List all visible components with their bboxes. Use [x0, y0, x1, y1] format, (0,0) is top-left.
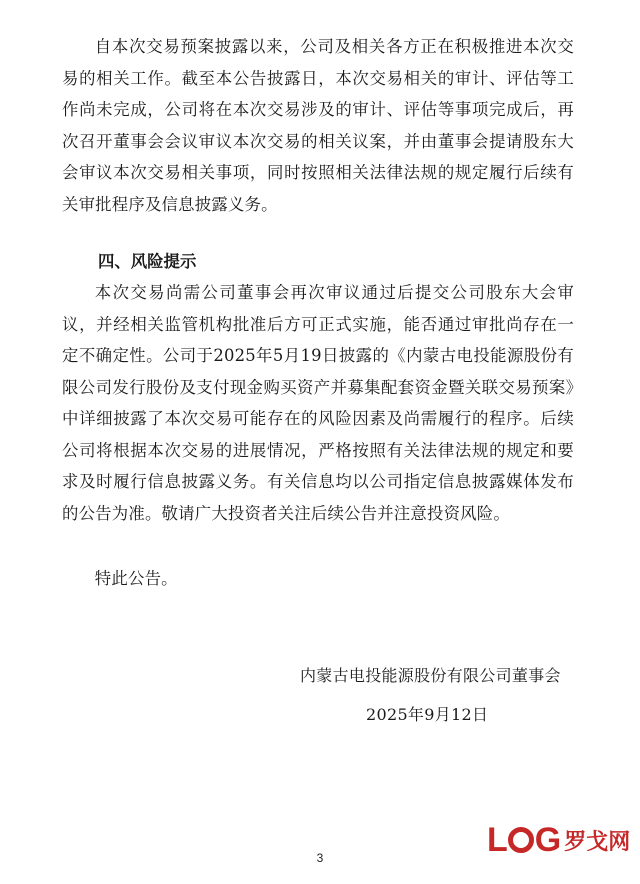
- paragraph-closing: 特此公告。: [94, 569, 178, 588]
- watermark-site-name: 罗戈网: [564, 829, 631, 855]
- signature-company: 内蒙古电投能源股份有限公司董事会: [300, 666, 561, 685]
- section-heading-risk: 四、风险提示: [98, 252, 197, 271]
- logo-letter-g: G: [534, 820, 561, 859]
- paragraph-progress: 自本次交易预案披露以来，公司及相关各方正在积极推进本次交易的相关工作。截至本公告披露日，本次交易相关的审计、评估等工作尚未完成，公司将在本次交易涉及的审计、评估等事项完成后，再次召开董事会会议审议本次交易的相关议案，并由董事会提请股东大会审议本次交易相关事项，同时按照相关法律法规的规定履行后续有关审批程序及信息披露义务。: [62, 37, 574, 214]
- signature-date: 2025年9月12日: [366, 705, 489, 724]
- log-logo-icon: [487, 821, 560, 860]
- paragraph-risk: 本次交易尚需公司董事会再次审议通过后提交公司股东大会审议，并经相关监管机构批准后方可正式实施，能否通过审批尚存在一定不确定性。公司于2025年5月19日披露的《内蒙古电投能源股份有限公司发行股份及支付现金购买资产并募集配套资金暨关联交易预案》中详细披露了本次交易可能存在的风险因素及尚需履行的程序。后续公司将根据本次交易的进展情况，严格按照有关法律法规的规定和要求及时履行信息披露义务。有关信息均以公司指定信息披露媒体发布的公告为准。敬请广大投资者关注后续公告并注意投资风险。: [62, 283, 574, 523]
- logo-ring-icon: [508, 827, 534, 853]
- logo-letter-l: L: [487, 820, 507, 859]
- page-number: 3: [316, 851, 324, 865]
- watermark-logo: [487, 818, 630, 862]
